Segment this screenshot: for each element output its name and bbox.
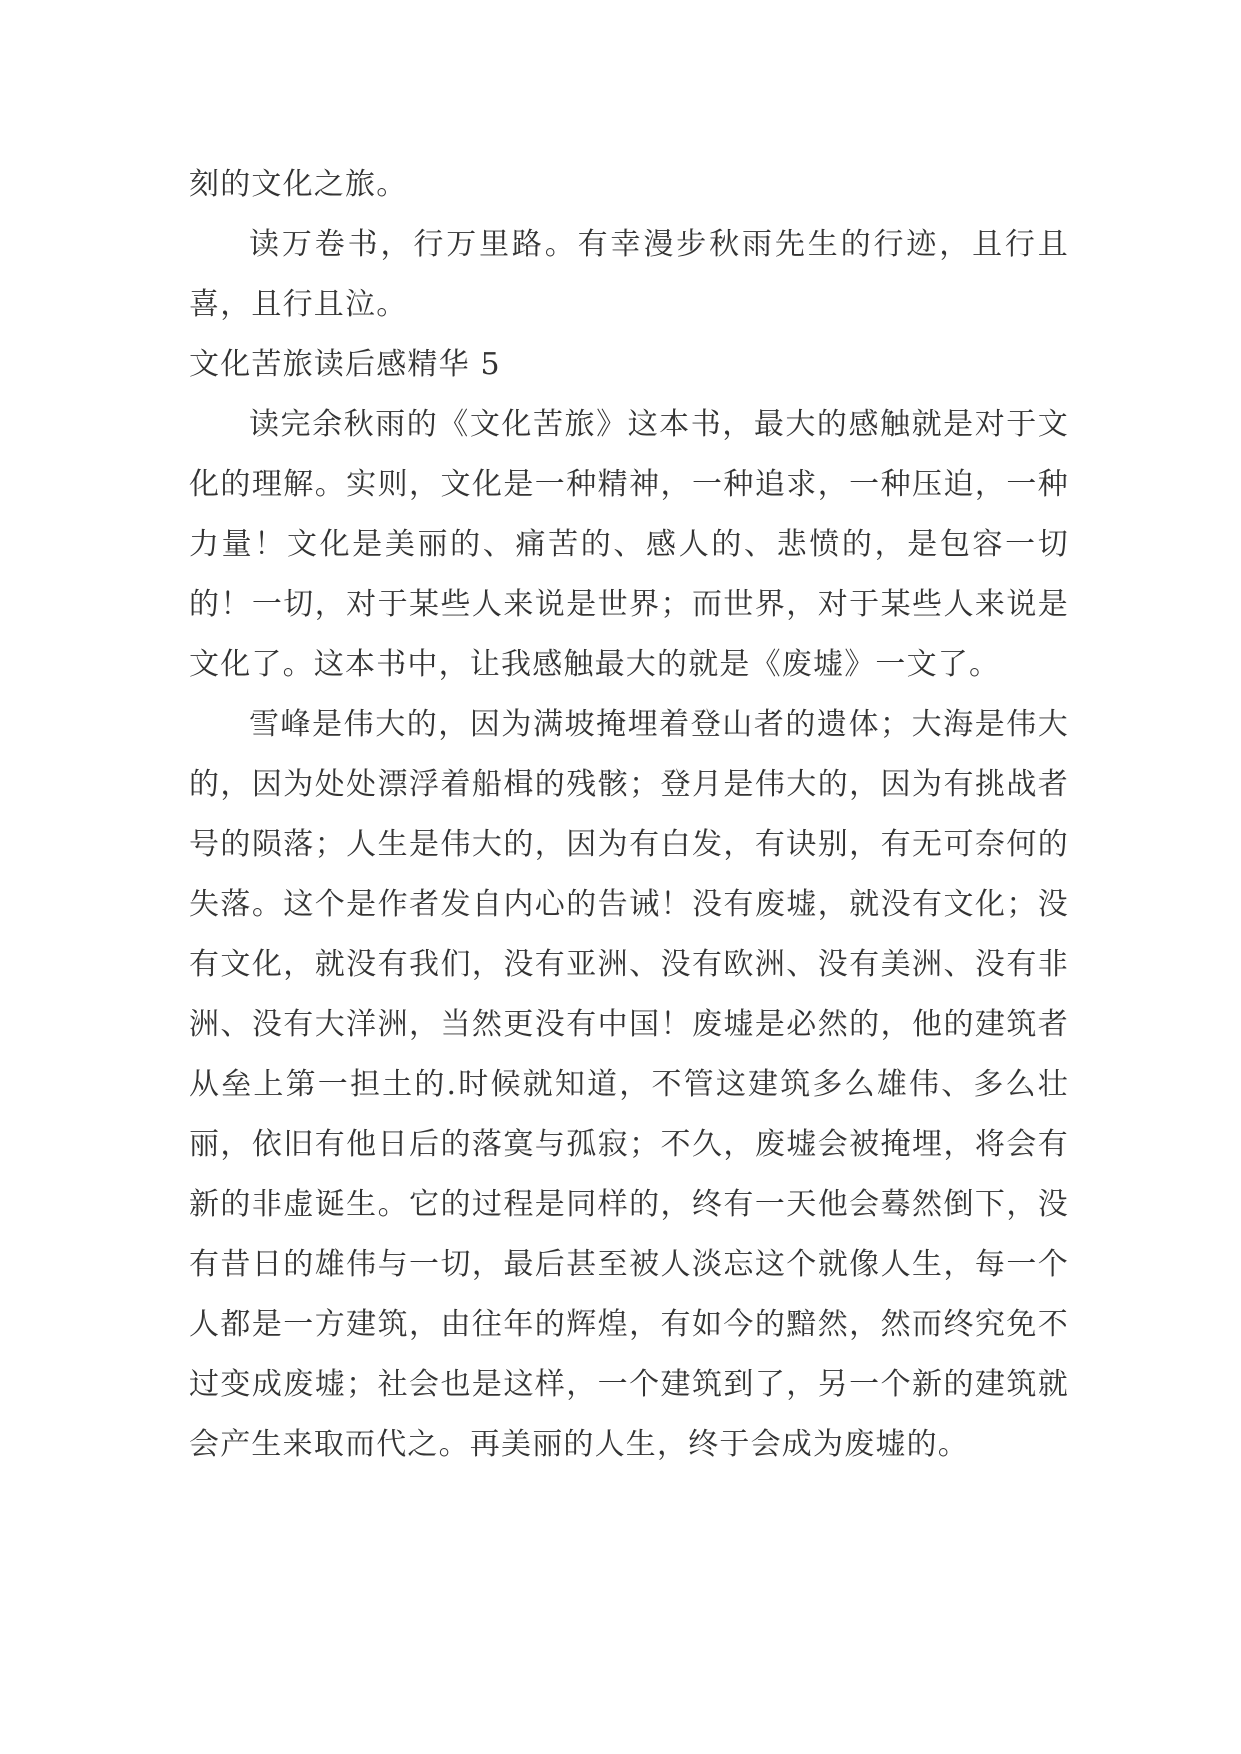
paragraph: 读万卷书，行万里路。有幸漫步秋雨先生的行迹，且行且喜，且行且泣。 bbox=[189, 227, 1069, 322]
paragraph: 读完余秋雨的《文化苦旅》这本书，最大的感触就是对于文化的理解。实则，文化是一种精神，一种追求，一种压迫，一种力量！文化是美丽的、痛苦的、感人的、悲愤的，是包容一切的！一切，对于某些人来说是世界；而世界，对于某些人来说是文化了。这本书中，让我感触最大的就是《废墟》一文了。 bbox=[189, 407, 1069, 682]
section-title: 文化苦旅读后感精华 5 bbox=[189, 347, 501, 382]
continuation-text: 刻的文化之旅。 bbox=[189, 167, 408, 202]
paragraph: 雪峰是伟大的，因为满坡掩埋着登山者的遗体；大海是伟大的，因为处处漂浮着船楫的残骸；登月是伟大的，因为有挑战者号的陨落；人生是伟大的，因为有白发，有诀别，有无可奈何的失落。这个是作者发自内心的告诫！没有废墟，就没有文化；没有文化，就没有我们，没有亚洲、没有欧洲、没有美洲、没有非洲、没有大洋洲，当然更没有中国！废墟是必然的，他的建筑者从垒上第一担土的.时候就知道，不管这建筑多么雄伟、多么壮丽，依旧有他日后的落寞与孤寂；不久，废墟会被掩埋，将会有新的非虚诞生。它的过程是同样的，终有一天他会蓦然倒下，没有昔日的雄伟与一切，最后甚至被人淡忘这个就像人生，每一个人都是一方建筑，由往年的辉煌，有如今的黯然，然而终究免不过变成废墟；社会也是这样，一个建筑到了，另一个新的建筑就会产生来取而代之。再美丽的人生，终于会成为废墟的。 bbox=[189, 707, 1069, 1462]
document-body bbox=[189, 155, 1069, 1475]
